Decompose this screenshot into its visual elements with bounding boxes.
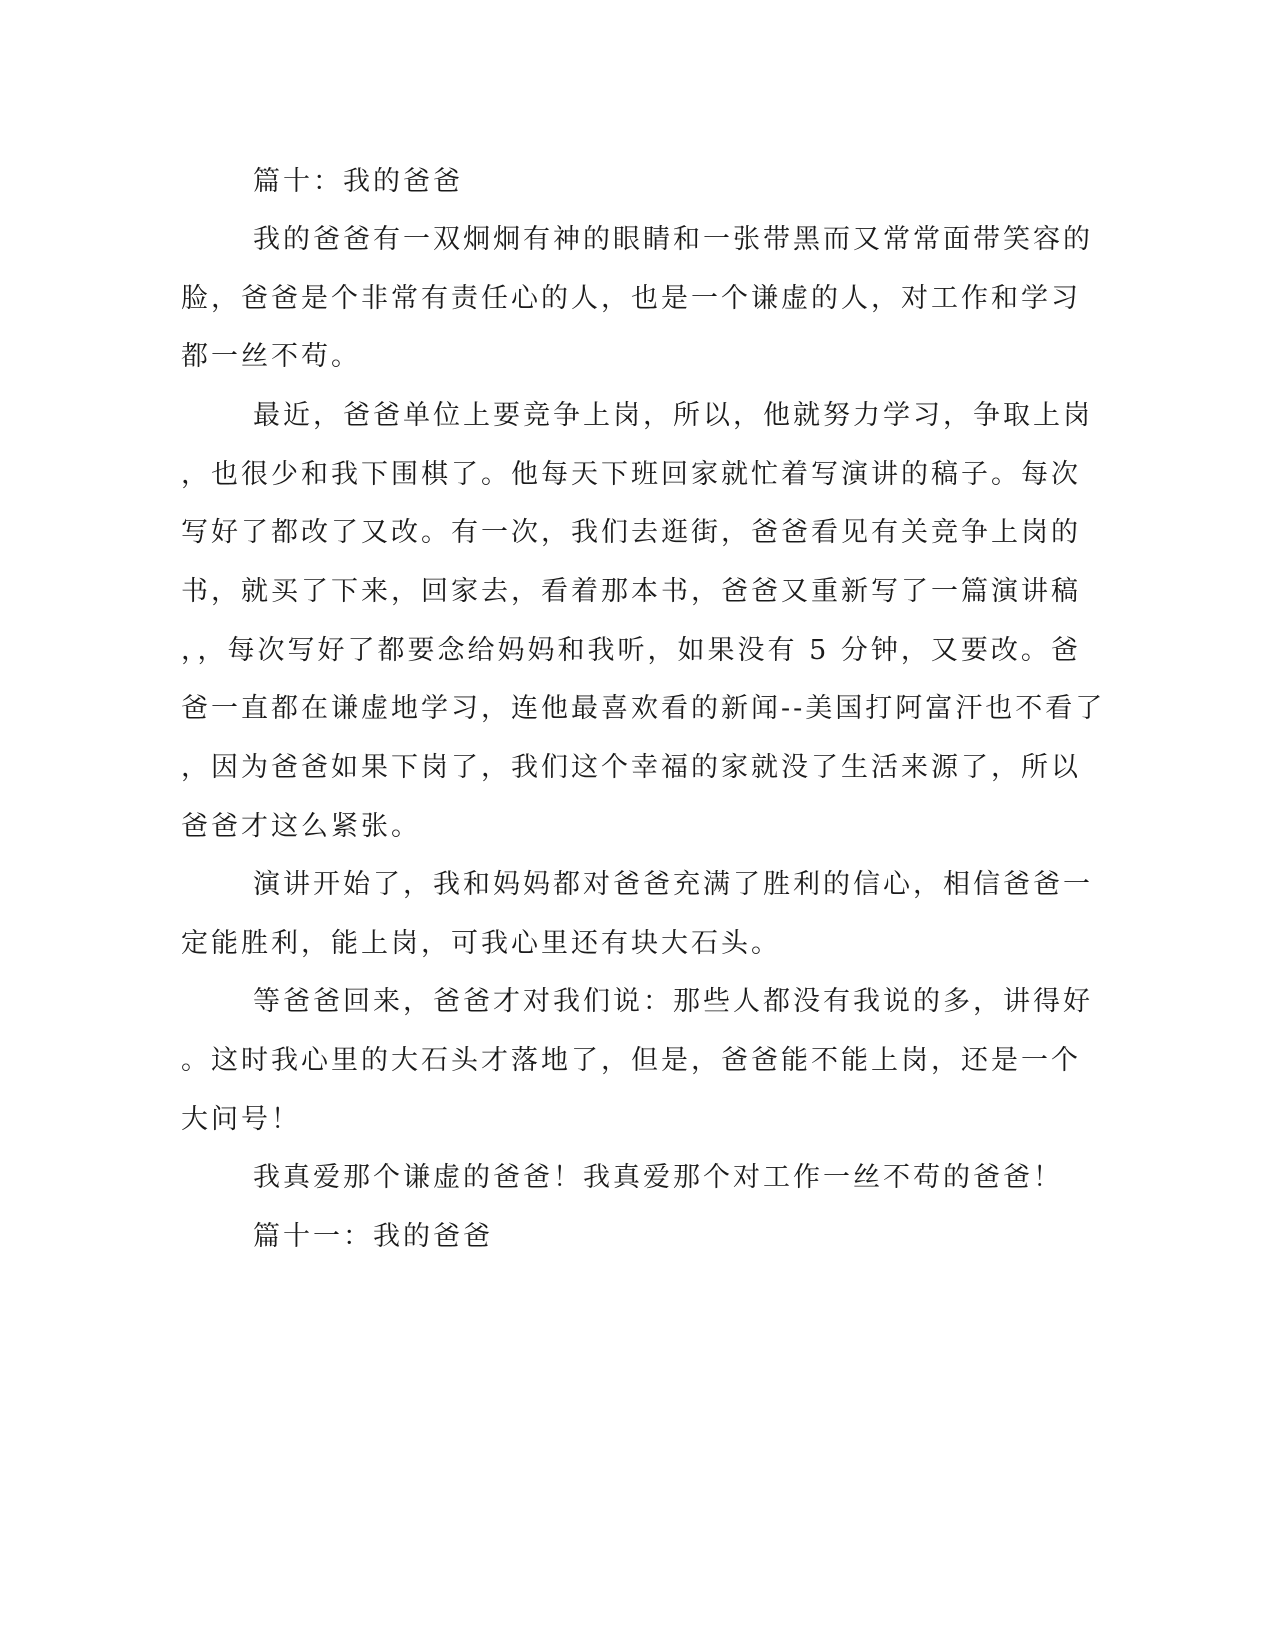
paragraph-line: ，也很少和我下围棋了。他每天下班回家就忙着写演讲的稿子。每次 (181, 459, 1081, 490)
paragraph-line: 定能胜利，能上岗，可我心里还有块大石头。 (181, 928, 781, 959)
paragraph-line: ，因为爸爸如果下岗了，我们这个幸福的家就没了生活来源了，所以 (181, 752, 1081, 783)
paragraph-line: 最近，爸爸单位上要竞争上岗，所以，他就努力学习，争取上岗 (253, 400, 1093, 431)
section-heading-11: 篇十一：我的爸爸 (253, 1221, 493, 1252)
paragraph-line: 等爸爸回来，爸爸才对我们说：那些人都没有我说的多，讲得好 (253, 986, 1093, 1017)
paragraph-line: 写好了都改了又改。有一次，我们去逛街，爸爸看见有关竞争上岗的 (181, 517, 1081, 548)
paragraph-line: 大问号！ (181, 1104, 301, 1135)
paragraph-line: 我的爸爸有一双炯炯有神的眼睛和一张带黑而又常常面带笑容的 (253, 224, 1093, 255)
paragraph-line: 脸，爸爸是个非常有责任心的人，也是一个谦虚的人，对工作和学习 (181, 283, 1081, 314)
paragraph-line: 书，就买了下来，回家去，看着那本书，爸爸又重新写了一篇演讲稿 (181, 576, 1081, 607)
paragraph-line: 爸一直都在谦虚地学习，连他最喜欢看的新闻--美国打阿富汗也不看了 (181, 693, 1106, 724)
paragraph-line: 都一丝不苟。 (181, 341, 361, 372)
paragraph-line: 爸爸才这么紧张。 (181, 811, 421, 842)
paragraph-line: 演讲开始了，我和妈妈都对爸爸充满了胜利的信心，相信爸爸一 (253, 869, 1093, 900)
paragraph-line: 。这时我心里的大石头才落地了，但是，爸爸能不能上岗，还是一个 (181, 1045, 1081, 1076)
paragraph-line: ，，每次写好了都要念给妈妈和我听，如果没有 5 分钟，又要改。爸 (181, 635, 1081, 666)
section-heading-10: 篇十：我的爸爸 (253, 166, 463, 197)
paragraph-line: 我真爱那个谦虚的爸爸！我真爱那个对工作一丝不苟的爸爸！ (253, 1162, 1063, 1193)
